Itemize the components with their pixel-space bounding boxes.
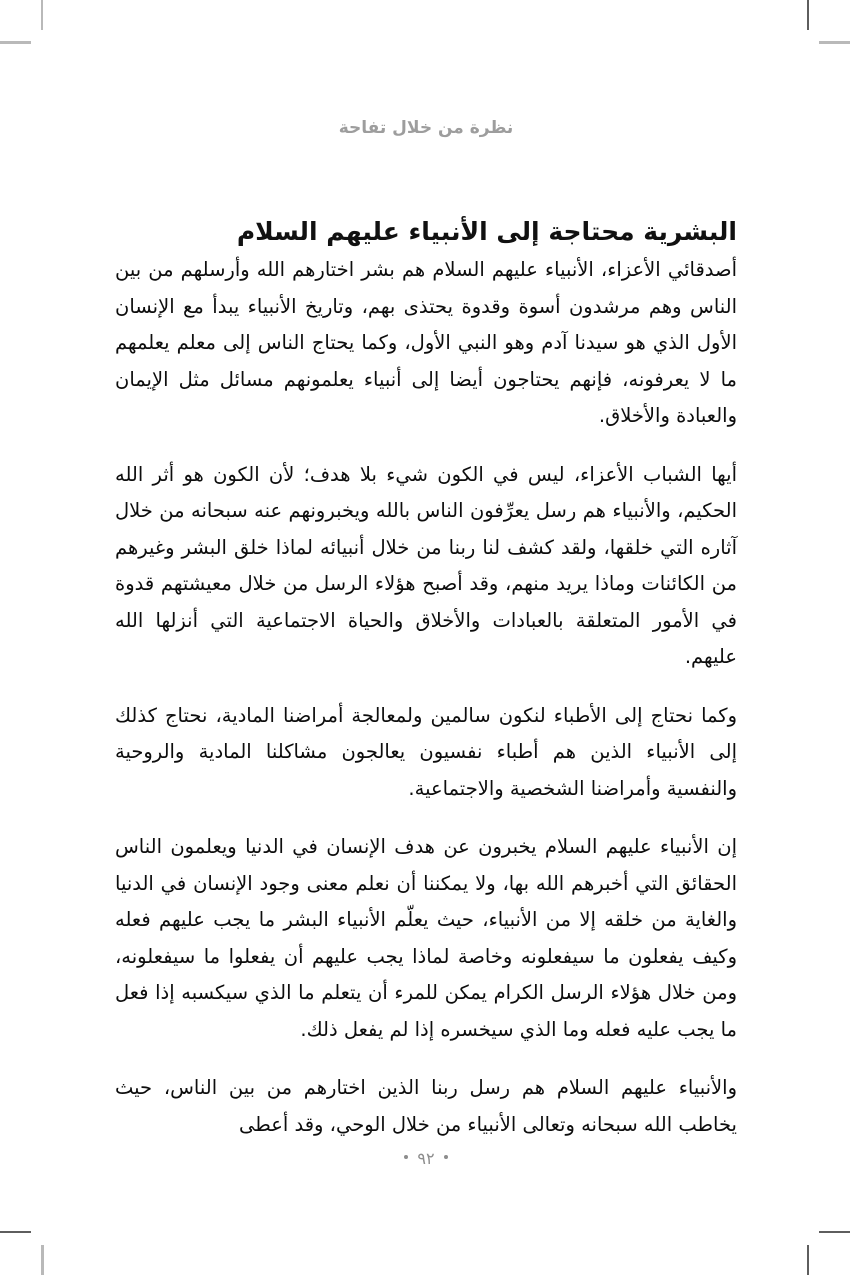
crop-mark-bottom-left-horizontal [0,1231,31,1233]
paragraph: إن الأنبياء عليهم السلام يخبرون عن هدف الإنسان في الدنيا ويعلمون الناس الحقائق التي أخبرهم الله بها، ولا يمكننا أن نعلم معنى وجود الإنسان في الدنيا والغاية من خلقه إلا من الأنبياء، حيث يعلّم الأنبياء البشر ما يجب عليهم فعله وكيف يفعلون ما سيفعلونه وخاصة لماذا يجب عليهم أن يفعلوا ما سيفعلونه، ومن خلال هؤلاء الرسل الكرام يمكن للمرء أن يتعلم ما الذي سيكسبه إذا فعل ما يجب عليه فعله وما الذي سيخسره إذا لم يفعل ذلك. [115,835,737,1041]
crop-mark-top-right-horizontal [819,41,850,44]
paragraph: وكما نحتاج إلى الأطباء لنكون سالمين ولمعالجة أمراضنا المادية، نحتاج كذلك إلى الأنبياء الذين هم أطباء نفسيون يعالجون مشاكلنا المادية والروحية والنفسية وأمراضنا الشخصية والاجتماعية. [115,703,737,800]
page-title: البشرية محتاجة إلى الأنبياء عليهم السلام [236,216,737,246]
page-content [115,0,737,1275]
crop-mark-bottom-left-vertical [41,1245,44,1275]
crop-mark-top-left-horizontal [0,41,31,44]
page-folio [115,1148,737,1168]
folio-dot-right [444,1155,448,1159]
paragraph: أيها الشباب الأعزاء، ليس في الكون شيء بلا هدف؛ لأن الكون هو أثر الله الحكيم، والأنبياء هم رسل يعرِّفون الناس بالله ويخبرونهم عنه سبحانه من خلال آثاره التي خلقها، ولقد كشف لنا ربنا من خلال أنبيائه لماذا خلق البشر وغيرهم من الكائنات وماذا يريد منهم، وقد أصبح هؤلاء الرسل من خلال معيشتهم قدوة في الأمور المتعلقة بالعبادات والأخلاق والحياة الاجتماعية التي أنزلها الله عليهم. [115,462,737,668]
crop-mark-bottom-right-vertical [807,1245,809,1275]
crop-mark-top-right-vertical [807,0,809,30]
folio-dot-left [404,1155,408,1159]
page-number: ٩٢ [417,1149,435,1168]
crop-mark-bottom-right-horizontal [819,1231,850,1233]
crop-mark-top-left-vertical [41,0,43,30]
body-text [115,252,737,1143]
running-head: نظرة من خلال تفاحة [338,118,514,138]
paragraph: أصدقائي الأعزاء، الأنبياء عليهم السلام هم بشر اختارهم الله وأرسلهم من بين الناس وهم مرشدون أسوة وقدوة يحتذى بهم، وتاريخ الأنبياء يبدأ مع الإنسان الأول الذي هو سيدنا آدم وهو النبي الأول، وكما يحتاج الناس إلى معلم يعلمهم ما لا يعرفونه، فإنهم يحتاجون أيضا إلى أنبياء يعلمونهم مسائل مثل الإيمان والعبادة والأخلاق. [115,258,737,427]
paragraph: والأنبياء عليهم السلام هم رسل ربنا الذين اختارهم من بين الناس، حيث يخاطب الله سبحانه وتعالى الأنبياء من خلال الوحي، وقد أعطى [115,1076,737,1136]
